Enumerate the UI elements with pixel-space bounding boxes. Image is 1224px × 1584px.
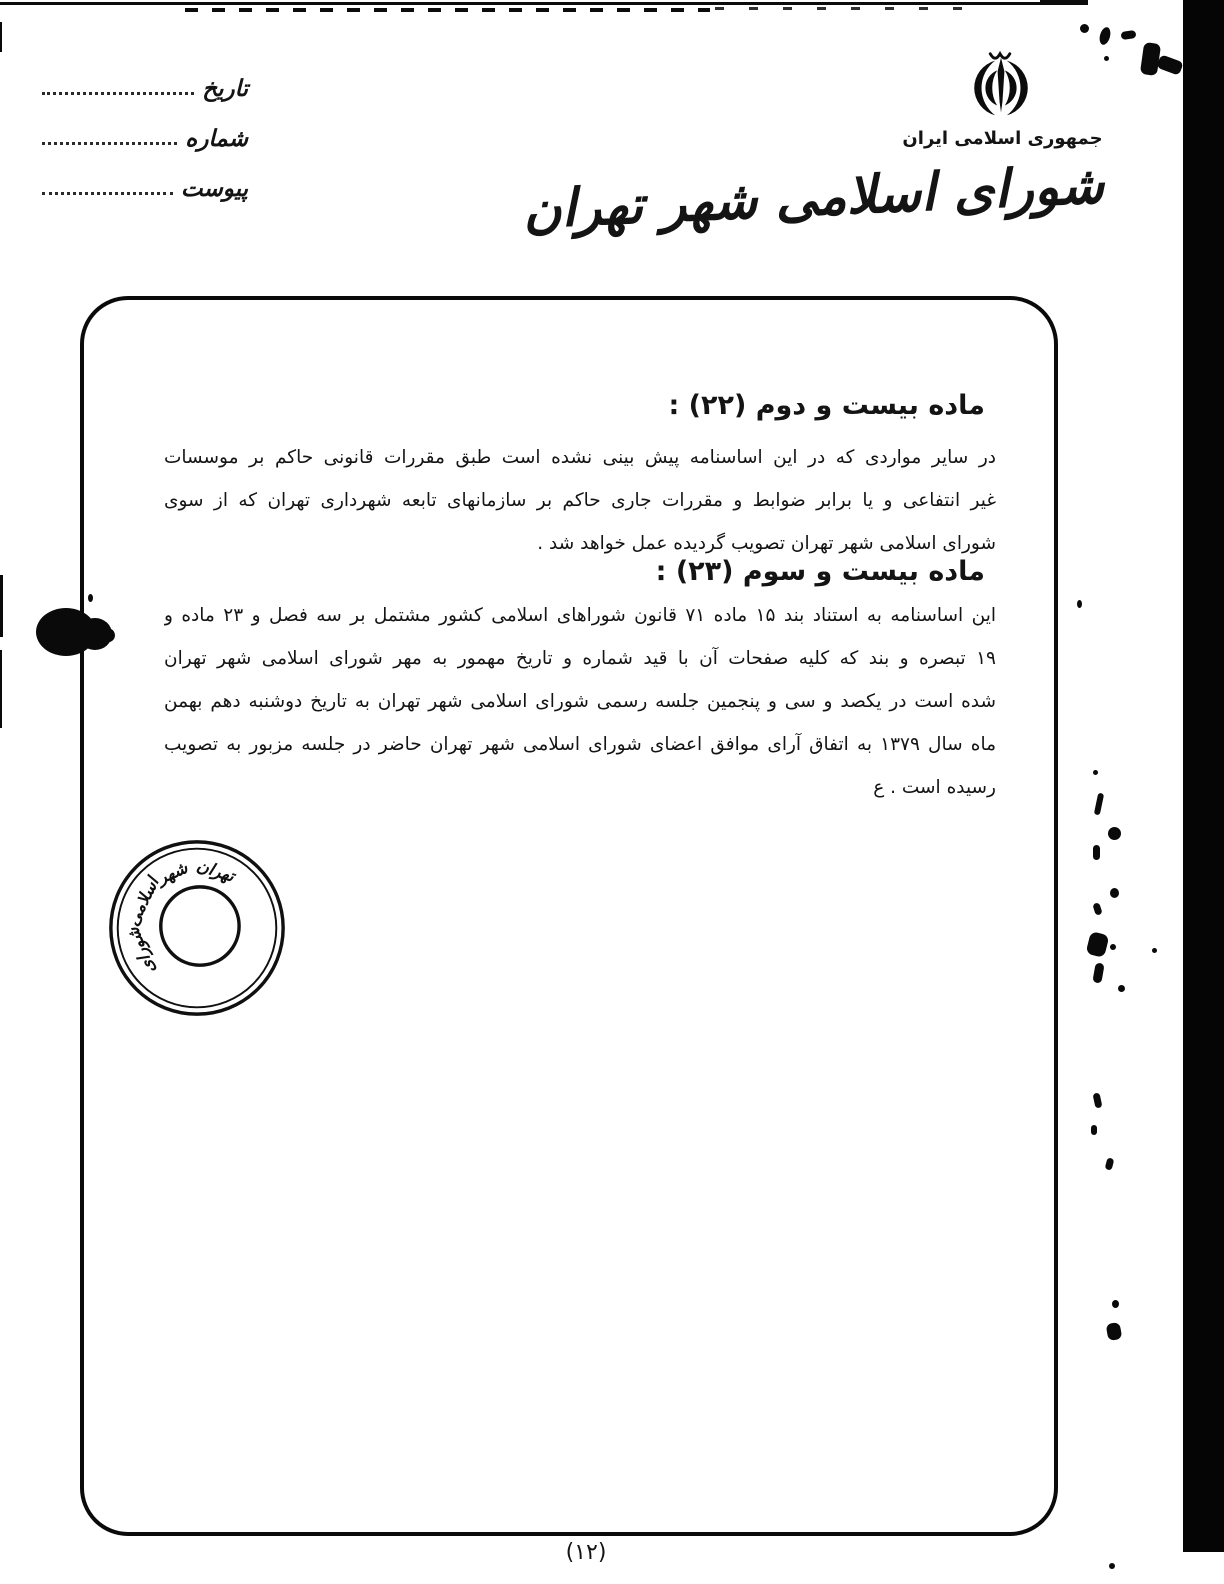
field-row-number bbox=[38, 102, 248, 152]
emblem-right-inner-crescent bbox=[1005, 70, 1017, 105]
emblem-crown-stroke bbox=[990, 54, 1010, 58]
attachment-dotted-line bbox=[42, 191, 173, 195]
scan-top-dash-marks-2 bbox=[715, 7, 970, 10]
scan-left-edge-mark bbox=[0, 575, 3, 637]
ink-speck bbox=[1077, 600, 1082, 608]
article-23-line-5: رسیده است . ع bbox=[873, 777, 996, 798]
ink-speck bbox=[1108, 827, 1121, 840]
ink-speck bbox=[1112, 1300, 1119, 1308]
emblem-sword bbox=[998, 58, 1005, 113]
article-22-line-3: شورای اسلامی شهر تهران تصویب گردیده عمل خواهد شد . bbox=[537, 533, 996, 554]
scan-left-edge-mark bbox=[0, 22, 2, 52]
ink-speck bbox=[1093, 770, 1098, 775]
ink-speck bbox=[1094, 793, 1104, 816]
stamp-word-4: تهران bbox=[194, 855, 237, 886]
ink-speck bbox=[1092, 902, 1102, 916]
field-row-attachment bbox=[38, 152, 248, 202]
ink-speck bbox=[1110, 944, 1116, 950]
ink-smudge bbox=[1098, 26, 1112, 46]
scan-right-edge-strip bbox=[1183, 0, 1224, 1552]
republic-label: جمهوری اسلامی ایران bbox=[902, 128, 1103, 149]
ink-speck bbox=[1092, 962, 1104, 983]
number-dotted-line bbox=[42, 141, 177, 145]
ink-smudge bbox=[1156, 54, 1183, 75]
number-label: شماره bbox=[185, 126, 248, 152]
page-number: (۱۲) bbox=[565, 1540, 607, 1565]
scan-left-edge-mark bbox=[0, 650, 2, 728]
article-22-line-2: غیر انتفاعی و یا برابر ضوابط و مقررات جاری حاکم بر سازمانهای تابعه شهرداری تهران که از سوی bbox=[164, 490, 996, 511]
council-official-stamp bbox=[104, 834, 290, 1022]
stamp-word-1: شورای bbox=[123, 924, 159, 977]
council-title-calligraphy: شورای اسلامی شهر تهران bbox=[521, 155, 1106, 241]
stamp-inner-circle bbox=[161, 887, 239, 965]
article-22-heading: ماده بیست و دوم (۲۲) : bbox=[668, 390, 985, 421]
scan-top-edge-line bbox=[0, 2, 1062, 5]
letterhead-fields bbox=[38, 52, 248, 202]
ink-speck bbox=[1104, 56, 1109, 61]
ink-smudge bbox=[1140, 42, 1161, 76]
article-22-line-1: در سایر مواردی که در این اساسنامه پیش بینی نشده است طبق مقررات قانونی حاکم بر موسسات bbox=[164, 447, 996, 468]
attachment-label: پیوست bbox=[180, 176, 248, 202]
ink-speck bbox=[1110, 888, 1119, 898]
emblem-left-inner-crescent bbox=[985, 70, 997, 105]
article-23-line-4: ماه سال ۱۳۷۹ به اتفاق آرای موافق اعضای شورای اسلامی شهر تهران حاضر در جلسه مزبور به تصویب bbox=[164, 734, 996, 755]
ink-smudge bbox=[1086, 931, 1110, 958]
ink-speck bbox=[1093, 845, 1100, 860]
article-23-heading: ماده بیست و سوم (۲۳) : bbox=[655, 556, 985, 587]
ink-smudge bbox=[1121, 30, 1137, 40]
ink-speck bbox=[1093, 1092, 1103, 1108]
stamp-word-3: شهر bbox=[154, 857, 191, 888]
ink-speck bbox=[1091, 1125, 1097, 1135]
field-row-date bbox=[38, 52, 248, 102]
scan-top-dash-marks bbox=[185, 8, 710, 12]
article-23-line-2: ۱۹ تبصره و بند که کلیه صفحات آن با قید شماره و تاریخ مهمور به مهر شورای اسلامی شهر تهران bbox=[164, 648, 996, 669]
stamp-word-2: اسلامی bbox=[123, 874, 163, 929]
date-label: تاریخ bbox=[202, 76, 248, 102]
article-23-line-3: شده است در یکصد و سی و پنجمین جلسه رسمی شورای اسلامی شهر تهران به تاریخ دوشنبه دهم بهمن bbox=[164, 691, 996, 712]
ink-speck bbox=[1105, 1157, 1115, 1170]
scan-top-edge-line-right bbox=[1040, 0, 1088, 5]
date-dotted-line bbox=[42, 91, 194, 95]
ink-speck bbox=[1118, 985, 1125, 992]
iran-emblem-logo bbox=[962, 44, 1040, 128]
ink-smudge bbox=[1106, 1322, 1123, 1341]
ink-speck bbox=[1109, 1563, 1115, 1569]
ink-speck bbox=[1152, 948, 1157, 953]
article-23-line-1: این اساسنامه به استناد بند ۱۵ ماده ۷۱ قانون شوراهای اسلامی کشور مشتمل بر سه فصل و ۲۳ ماده و bbox=[164, 605, 996, 626]
ink-smudge bbox=[1080, 24, 1089, 33]
